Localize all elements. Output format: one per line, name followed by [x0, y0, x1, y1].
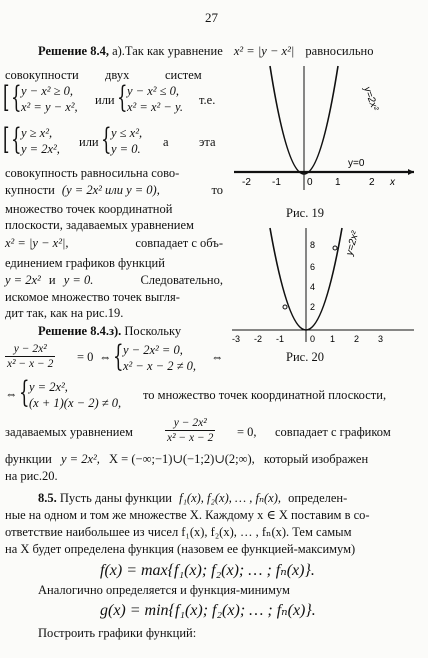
numerator: y − 2x²: [165, 416, 215, 431]
text-line: совокупность равносильна сово-: [5, 166, 180, 180]
text: то: [211, 183, 223, 197]
left-brace: {: [11, 80, 22, 115]
x-tick-label: 3: [378, 334, 384, 344]
text: совпадает с объ-: [135, 236, 223, 250]
left-brace: {: [11, 122, 22, 157]
left-brace: {: [117, 80, 128, 115]
text: а: [163, 135, 169, 149]
x-tick-label: 2: [354, 334, 360, 344]
text-line: плоскости, задаваемых уравнением: [5, 218, 194, 232]
text-line: единением графиков функций: [5, 256, 165, 270]
text: Поскольку: [124, 324, 182, 338]
text: двух: [105, 68, 130, 82]
equation: f₁(x), f₂(x), … , fₙ(x),: [179, 491, 282, 505]
system-row: (x + 1)(x − 2) ≠ 0,: [29, 396, 122, 410]
text: определен-: [288, 491, 348, 505]
tick-label: 1: [335, 177, 341, 188]
iff-symbol: ⇔: [211, 350, 224, 364]
denominator: x² − x − 2: [167, 432, 214, 444]
y-tick-label: 8: [310, 240, 316, 250]
text-line: ные на одном и том же множестве X. Каждому x ∈ X поставим в со-: [5, 508, 370, 522]
text: совпадает с графиком: [275, 425, 391, 439]
y-tick-label: 4: [310, 282, 316, 292]
iff-symbol: ⇔: [99, 350, 112, 364]
x-tick-label: -2: [254, 334, 263, 344]
tick-label: -1: [272, 177, 281, 188]
x-tick-label: 0: [310, 334, 316, 344]
text: эта: [199, 135, 216, 149]
text-line: на рис.20.: [5, 469, 58, 483]
equation: y = 2x²: [5, 273, 41, 287]
tick-label: -2: [242, 177, 251, 188]
text-line: на X будет определена функция (назовем ее функцией-максимум): [5, 542, 356, 556]
fraction: [5, 342, 55, 371]
x-tick-label: -1: [276, 334, 285, 344]
system-row: y = 2x²,: [21, 142, 60, 156]
figure-20-plot: [228, 226, 420, 348]
text: Так как уравнение: [124, 44, 223, 58]
solution-heading: Решение 8.4,: [38, 44, 109, 58]
section-8-5-line-1: [38, 491, 423, 506]
section-number: 8.5.: [38, 491, 57, 505]
text: совокупности: [5, 68, 79, 82]
systems-row-2: [3, 124, 228, 160]
system-row: y ≥ x²,: [21, 126, 53, 140]
text-line: [5, 183, 223, 198]
numerator: y − 2x²: [5, 342, 55, 357]
x-tick-label: 1: [330, 334, 336, 344]
system-row: x² = x² − y.: [127, 100, 183, 114]
text: т.е.: [199, 93, 216, 107]
solution-8-4a-line-2: [5, 68, 220, 83]
text-line: [5, 236, 223, 251]
text: купности: [5, 183, 55, 197]
excluded-point: [333, 246, 337, 250]
equation: x² = |y − x²|,: [5, 236, 69, 250]
text-line: множество точек координатной: [5, 202, 173, 216]
formula-max: f(x) = max{f₁(x); f₂(x); … ; fₙ(x)}.: [100, 562, 315, 579]
text: = 0: [77, 350, 94, 364]
system-row: y = 2x²,: [29, 380, 68, 394]
text: и: [48, 273, 56, 287]
system-row: y ≤ x²,: [111, 126, 143, 140]
denominator: x² − x − 2: [7, 358, 54, 370]
text-line: [5, 273, 223, 288]
text: равносильно: [305, 44, 374, 58]
tick-label: 0: [307, 177, 313, 188]
tick-label: 2: [369, 177, 375, 188]
text: то множество точек координатной плоскости,: [143, 388, 387, 402]
x-tick-label: -3: [232, 334, 241, 344]
system-row: y − 2x² = 0,: [123, 343, 183, 357]
left-brace: {: [113, 339, 124, 374]
formula-min: g(x) = min{f₁(x); f₂(x); … ; fₙ(x)}.: [100, 602, 316, 619]
solution-8-4z-line-4: [5, 416, 425, 450]
domain-set: X = (−∞;−1)∪(−1;2)∪(2;∞),: [109, 452, 255, 466]
text-line: ответствие наибольшее из чисел f₁(x), f₂(x), … , fₙ(x). Тем самым: [5, 525, 352, 539]
figure-19-caption: Рис. 19: [286, 206, 324, 220]
system-row: y − x² ≤ 0,: [127, 84, 180, 98]
text-line: искомое множество точек выгля-: [5, 290, 180, 304]
equation: x² = |y − x²|: [233, 44, 295, 58]
equation: y = 2x²,: [61, 452, 100, 466]
y-tick-label: 2: [310, 302, 316, 312]
text: Пусть даны функции: [59, 491, 172, 505]
text-line: дит так, как на рис.19.: [5, 306, 124, 320]
system-row: y = 0.: [111, 142, 141, 156]
fraction: [165, 416, 215, 445]
equation: (y = 2x² или y = 0),: [61, 183, 160, 197]
axis-label: x: [390, 177, 395, 188]
text: который изображен: [263, 452, 369, 466]
excluded-point: [283, 305, 287, 309]
big-left-bracket: [: [3, 80, 10, 115]
solution-8-4z-heading-line: [38, 324, 181, 339]
iff-symbol: ⇔: [5, 387, 18, 401]
text: или: [95, 93, 115, 107]
solution-8-4z-system-2: [5, 375, 425, 414]
system-row: x² − x − 2 ≠ 0,: [123, 359, 196, 373]
figure-20-caption: Рис. 20: [286, 350, 324, 364]
text: систем: [165, 68, 202, 82]
system-row: x² = y − x²,: [21, 100, 78, 114]
figure-19-plot: [228, 62, 420, 202]
text: или: [79, 135, 99, 149]
curve-label: y=2x²: [344, 230, 362, 257]
left-brace: {: [19, 375, 30, 410]
page-number: 27: [205, 10, 218, 25]
curve-label: y=2x²: [361, 85, 380, 113]
big-left-bracket: [: [3, 122, 10, 157]
line-label: y=0: [348, 158, 365, 169]
system-row: y − x² ≥ 0,: [21, 84, 74, 98]
text: = 0,: [237, 425, 257, 439]
equation: y = 0.: [63, 273, 94, 287]
text-line: Аналогично определяется и функция-минимум: [38, 583, 290, 597]
solution-8-4z-system-1: [5, 339, 235, 382]
systems-row-1: [3, 82, 228, 118]
left-brace: {: [101, 122, 112, 157]
text-line: Построить графики функций:: [38, 626, 197, 640]
y-tick-label: 6: [310, 262, 316, 272]
text: функции: [5, 452, 52, 466]
text: задаваемых уравнением: [5, 425, 133, 439]
item-letter: а).: [112, 44, 125, 58]
solution-heading: Решение 8.4.з).: [38, 324, 122, 338]
solution-8-4z-line-5: [5, 452, 423, 467]
solution-8-4a-line-1: [38, 44, 373, 59]
text: Следовательно,: [140, 273, 223, 287]
